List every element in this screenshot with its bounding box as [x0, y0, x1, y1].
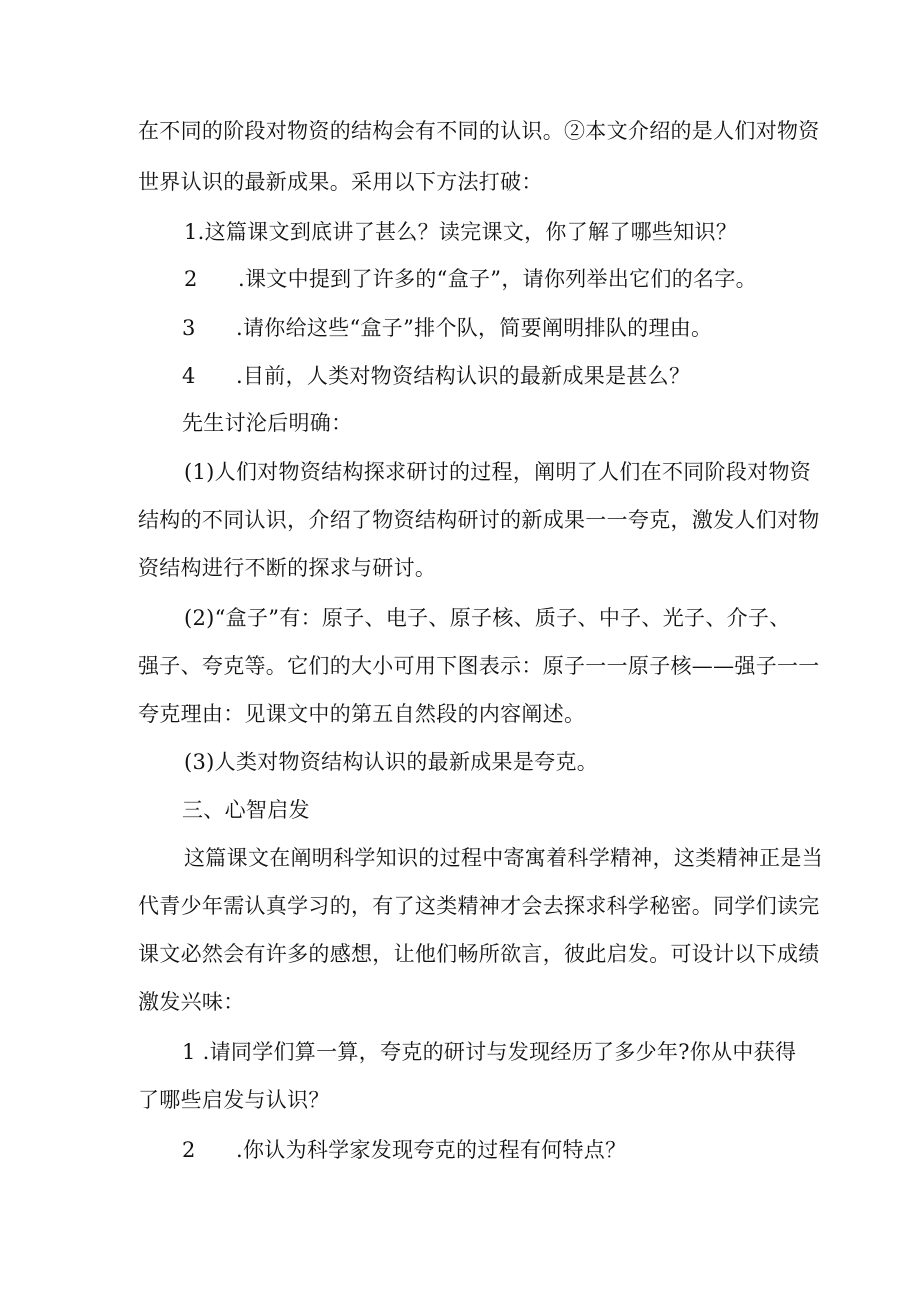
discussion-heading: 先生讨沦后明确：: [182, 411, 353, 435]
question-2-number: 2: [184, 267, 198, 291]
answer-2-line-1: (2)“盒子”有：原子、电子、原子核、质子、中子、光子、介子、: [184, 606, 791, 630]
section-3-question-1-line-1: 1 .请同学们算一算，夸克的研讨与发现经历了多少年?你从中获得: [182, 1040, 797, 1064]
question-3-number: 3: [182, 316, 196, 340]
intro-line-1: 在不同的阶段对物资的结构会有不同的认识。②本文介绍的是人们对物资: [138, 119, 820, 143]
answer-3: (3)人类对物资结构认识的最新成果是夸克。: [184, 750, 599, 774]
section-3-question-2-text: .你认为科学家发现夸克的过程有何特点？: [236, 1138, 627, 1162]
section-3-para-line-3: 课文必然会有许多的感想，让他们畅所欲言，彼此启发。可设计以下成绩: [138, 942, 820, 966]
section-3-para-line-4: 激发兴味：: [138, 990, 245, 1014]
section-3-para-line-2: 代青少年需认真学习的，有了这类精神才会去探求科学秘密。同学们读完: [138, 894, 820, 918]
question-4-text: .目前，人类对物资结构认识的最新成果是甚么？: [236, 364, 691, 388]
answer-1-line-2: 结构的不同认识，介绍了物资结构研讨的新成果一一夸克，激发人们对物: [138, 508, 820, 532]
section-3-question-2-number: 2: [182, 1138, 196, 1162]
answer-1-line-1: (1)人们对物资结构探求研讨的过程，阐明了人们在不同阶段对物资: [184, 460, 812, 484]
question-3-text: .请你给这些“盒子”排个队，简要阐明排队的理由。: [236, 316, 713, 340]
section-3-para-line-1: 这篇课文在阐明科学知识的过程中寄寓着科学精神，这类精神正是当: [184, 846, 823, 870]
question-1: 1.这篇课文到底讲了甚么？读完课文，你了解了哪些知识？: [184, 220, 738, 244]
intro-line-2: 世界认识的最新成果。采用以下方法打破：: [138, 170, 543, 194]
answer-2-line-2: 强子、夸克等。它们的大小可用下图表示：原子一一原子核——强子一一: [138, 654, 820, 678]
section-3-question-1-line-2: 了哪些启发与认识？: [138, 1088, 330, 1112]
answer-2-line-3: 夸克理由：见课文中的第五自然段的内容阐述。: [138, 702, 586, 726]
section-3-heading: 三、心智启发: [182, 798, 310, 822]
question-4-number: 4: [182, 364, 196, 388]
question-2-text: .课文中提到了许多的“盒子”，请你列举出它们的名字。: [238, 267, 757, 291]
answer-1-line-3: 资结构进行不断的探求与研讨。: [138, 556, 437, 580]
